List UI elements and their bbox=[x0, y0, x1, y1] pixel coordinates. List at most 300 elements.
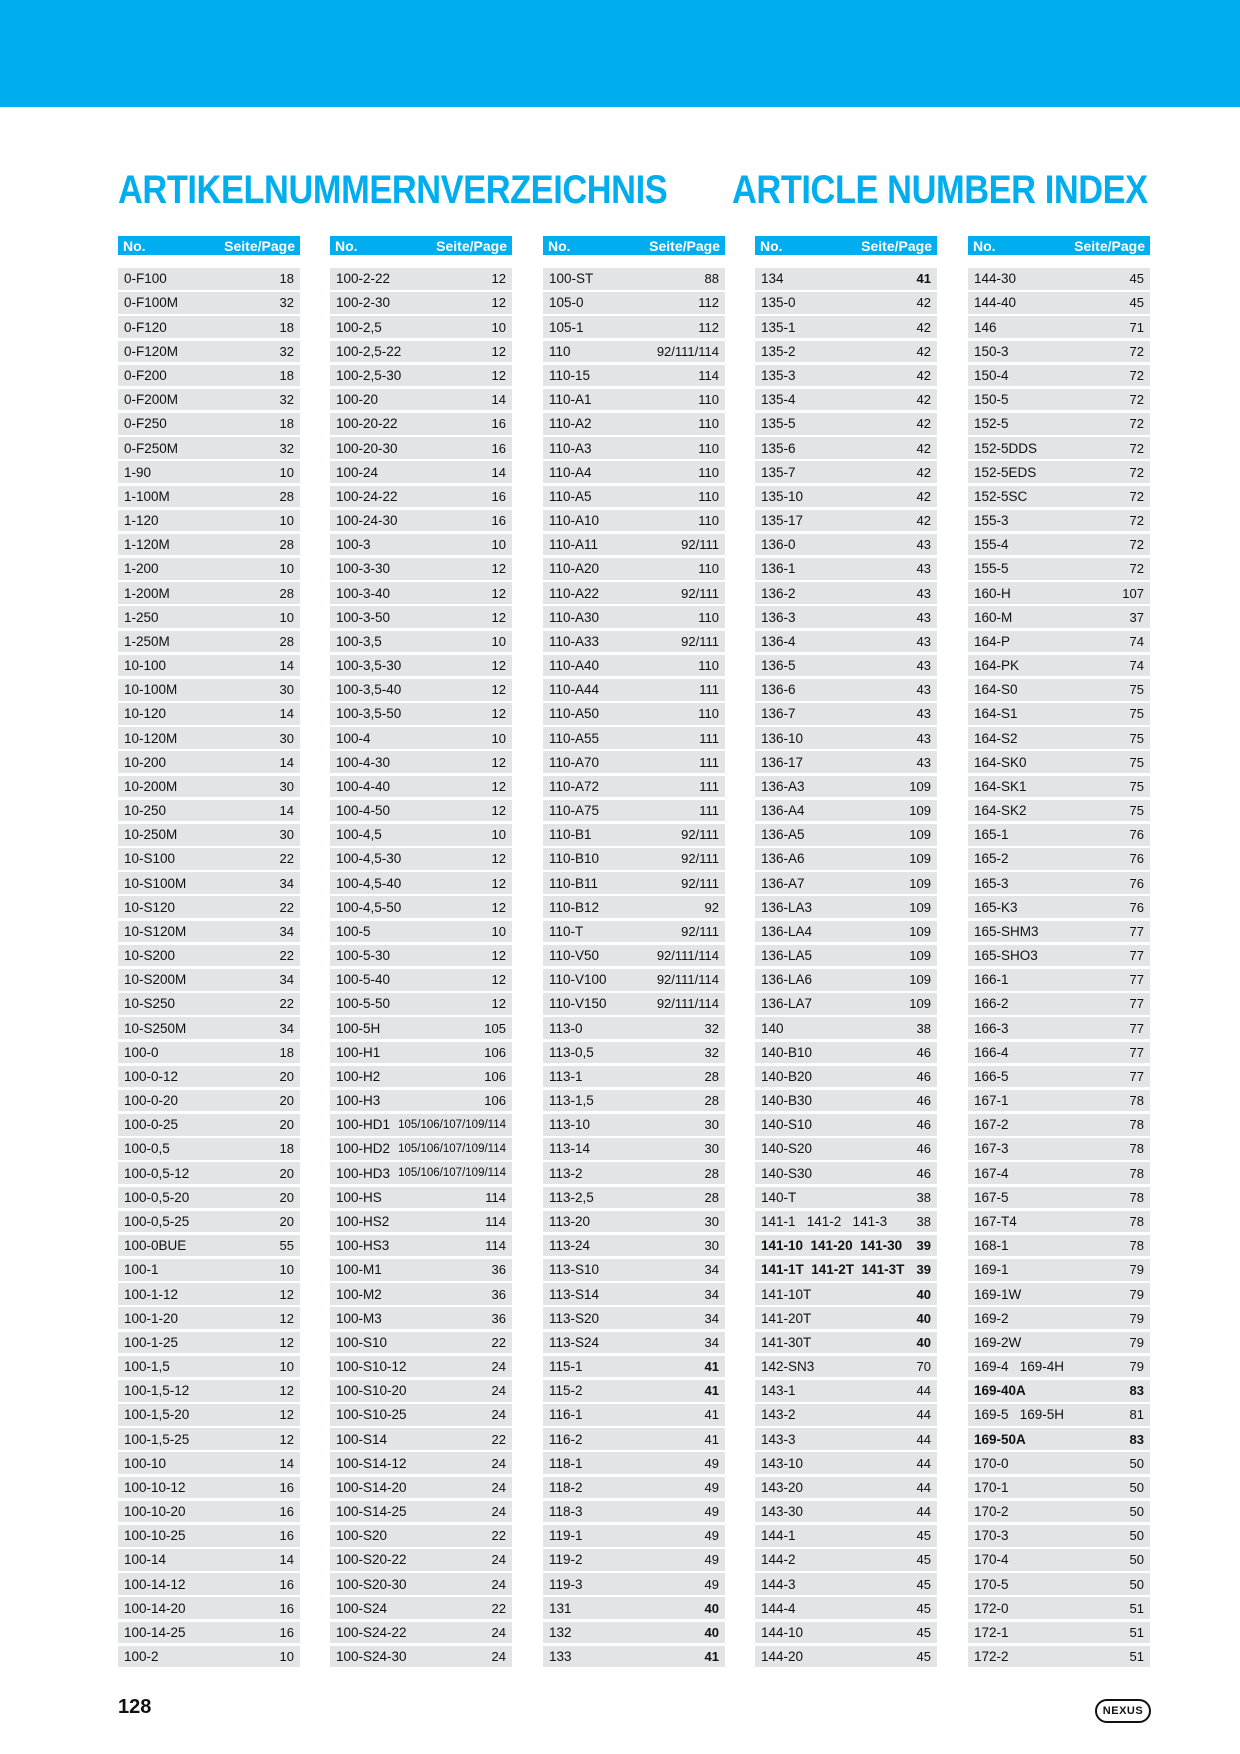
index-row bbox=[543, 824, 725, 846]
index-row bbox=[543, 703, 725, 725]
article-number: 165-SHM3 bbox=[974, 923, 1039, 939]
index-row bbox=[543, 800, 725, 822]
article-number: 118-1 bbox=[549, 1455, 583, 1471]
article-number: 165-1 bbox=[974, 827, 1009, 843]
article-number: 105-0 bbox=[549, 295, 584, 311]
page-reference: 72 bbox=[1129, 343, 1144, 359]
page-reference: 109 bbox=[909, 875, 931, 891]
index-row bbox=[755, 703, 937, 725]
article-number: 0-F250 bbox=[124, 416, 167, 432]
index-row bbox=[330, 1114, 512, 1136]
page-reference: 111 bbox=[699, 778, 719, 794]
column-header-no: No. bbox=[760, 237, 783, 254]
article-number: 136-4 bbox=[761, 633, 796, 649]
article-number: 10-250 bbox=[124, 803, 167, 819]
index-row bbox=[755, 945, 937, 967]
index-row bbox=[755, 413, 937, 435]
index-row bbox=[543, 1066, 725, 1088]
article-number: 169-50A bbox=[974, 1431, 1026, 1447]
article-number: 100-1,5-25 bbox=[124, 1431, 190, 1447]
page-reference: 12 bbox=[491, 295, 506, 311]
index-row bbox=[755, 1573, 937, 1595]
page-reference: 112 bbox=[698, 319, 719, 335]
index-row bbox=[118, 1138, 300, 1160]
page-reference: 75 bbox=[1129, 682, 1144, 698]
article-number: 118-3 bbox=[549, 1504, 583, 1520]
index-row bbox=[755, 1162, 937, 1184]
page-reference: 40 bbox=[916, 1310, 931, 1326]
page-reference: 43 bbox=[916, 633, 931, 649]
index-row bbox=[118, 631, 300, 653]
index-row bbox=[118, 389, 300, 411]
page-reference: 110 bbox=[698, 609, 719, 625]
page-reference: 32 bbox=[279, 343, 294, 359]
index-row bbox=[968, 969, 1150, 991]
page-reference: 38 bbox=[916, 1189, 931, 1205]
article-number: 136-LA3 bbox=[761, 899, 813, 915]
index-row bbox=[330, 1066, 512, 1088]
index-row bbox=[755, 1428, 937, 1450]
article-number: 169-2W bbox=[974, 1334, 1022, 1350]
index-row bbox=[118, 1549, 300, 1571]
index-row bbox=[118, 824, 300, 846]
index-row bbox=[330, 558, 512, 580]
article-number: 113-S14 bbox=[549, 1286, 600, 1302]
index-row bbox=[968, 1646, 1150, 1668]
article-number: 136-A7 bbox=[761, 875, 805, 891]
page-reference: 42 bbox=[916, 440, 931, 456]
column-header bbox=[543, 236, 725, 255]
article-number: 100-3,5-50 bbox=[336, 706, 402, 722]
index-row bbox=[968, 655, 1150, 677]
page-reference: 111 bbox=[699, 730, 719, 746]
article-number: 100-20-30 bbox=[336, 440, 398, 456]
index-row bbox=[330, 389, 512, 411]
index-row bbox=[118, 993, 300, 1015]
article-number: 100-2 bbox=[124, 1649, 159, 1665]
index-row bbox=[543, 461, 725, 483]
page-reference: 16 bbox=[491, 416, 506, 432]
article-number: 100-3,5-40 bbox=[336, 682, 402, 698]
page-reference: 34 bbox=[279, 972, 294, 988]
article-number: 100-0-20 bbox=[124, 1093, 179, 1109]
index-row bbox=[755, 751, 937, 773]
page-reference: 14 bbox=[279, 706, 294, 722]
article-number: 110-B11 bbox=[549, 875, 599, 891]
article-number: 135-0 bbox=[761, 295, 796, 311]
index-row bbox=[968, 631, 1150, 653]
index-row bbox=[330, 1380, 512, 1402]
page-reference: 14 bbox=[279, 658, 294, 674]
page-reference: 14 bbox=[279, 754, 294, 770]
index-row bbox=[755, 969, 937, 991]
page-reference: 12 bbox=[279, 1407, 294, 1423]
article-number: 100-S14-20 bbox=[336, 1479, 407, 1495]
page-reference: 44 bbox=[916, 1479, 931, 1495]
page-reference: 12 bbox=[491, 561, 506, 577]
article-number: 144-4 bbox=[761, 1600, 796, 1616]
index-row bbox=[755, 1042, 937, 1064]
index-row bbox=[968, 1622, 1150, 1644]
page-reference: 41 bbox=[704, 1407, 719, 1423]
index-row bbox=[543, 389, 725, 411]
article-number: 100-HS bbox=[336, 1189, 382, 1205]
index-row bbox=[118, 751, 300, 773]
article-number: 136-0 bbox=[761, 537, 796, 553]
article-number: 1-120M bbox=[124, 537, 170, 553]
page-reference: 49 bbox=[704, 1576, 719, 1592]
article-number: 164-PK bbox=[974, 658, 1020, 674]
article-number: 100-4-30 bbox=[336, 754, 391, 770]
page-reference: 72 bbox=[1129, 488, 1144, 504]
index-row bbox=[755, 1283, 937, 1305]
article-number: 169-1W bbox=[974, 1286, 1022, 1302]
article-number: 132 bbox=[549, 1624, 572, 1640]
index-row bbox=[543, 969, 725, 991]
article-number: 136-LA7 bbox=[761, 996, 813, 1012]
page-reference: 110 bbox=[698, 464, 719, 480]
index-row bbox=[330, 703, 512, 725]
index-row bbox=[968, 1307, 1150, 1329]
article-number: 100-0,5-20 bbox=[124, 1189, 190, 1205]
index-row bbox=[118, 1501, 300, 1523]
page-reference: 12 bbox=[491, 803, 506, 819]
index-row bbox=[968, 606, 1150, 628]
index-row bbox=[543, 1501, 725, 1523]
page-reference: 50 bbox=[1129, 1504, 1144, 1520]
page-reference: 43 bbox=[916, 658, 931, 674]
page-reference: 92/111/114 bbox=[656, 343, 719, 359]
page-reference: 110 bbox=[698, 706, 719, 722]
article-number: 136-A4 bbox=[761, 803, 805, 819]
page-reference: 12 bbox=[491, 271, 506, 287]
index-row bbox=[543, 1283, 725, 1305]
article-number: 100-0,5 bbox=[124, 1141, 170, 1157]
index-row bbox=[330, 1573, 512, 1595]
page-reference: 18 bbox=[279, 416, 294, 432]
index-row bbox=[968, 1501, 1150, 1523]
column-header-page: Seite/Page bbox=[861, 237, 932, 254]
article-number: 1-250 bbox=[124, 609, 159, 625]
article-number: 100-ST bbox=[549, 271, 594, 287]
page-reference: 78 bbox=[1129, 1093, 1144, 1109]
article-number: 110-A11 bbox=[549, 537, 599, 553]
index-row bbox=[968, 268, 1150, 290]
article-number: 100-3,5-30 bbox=[336, 658, 402, 674]
article-number: 143-1 bbox=[761, 1383, 796, 1399]
page-reference: 110 bbox=[698, 440, 719, 456]
page-reference: 83 bbox=[1129, 1383, 1144, 1399]
page-reference: 10 bbox=[279, 561, 294, 577]
index-row bbox=[330, 316, 512, 338]
page-reference: 24 bbox=[491, 1624, 506, 1640]
page-reference: 75 bbox=[1129, 754, 1144, 770]
article-number: 100-0,5-12 bbox=[124, 1165, 190, 1181]
index-row bbox=[968, 993, 1150, 1015]
page-reference: 30 bbox=[279, 682, 294, 698]
article-number: 100-M2 bbox=[336, 1286, 382, 1302]
index-row bbox=[755, 1187, 937, 1209]
page-reference: 72 bbox=[1129, 392, 1144, 408]
article-number: 100-0BUE bbox=[124, 1238, 187, 1254]
article-number: 10-S200 bbox=[124, 948, 176, 964]
page-reference: 76 bbox=[1129, 827, 1144, 843]
article-number: 100-M1 bbox=[336, 1262, 382, 1278]
index-row bbox=[330, 1356, 512, 1378]
index-row bbox=[755, 1259, 937, 1281]
article-number: 135-1 bbox=[761, 319, 796, 335]
article-number: 113-10 bbox=[549, 1117, 591, 1133]
article-number: 100-14-20 bbox=[124, 1600, 186, 1616]
index-row bbox=[330, 969, 512, 991]
page-reference: 16 bbox=[491, 488, 506, 504]
index-row bbox=[755, 510, 937, 532]
column-header bbox=[755, 236, 937, 255]
index-row bbox=[755, 582, 937, 604]
article-number: 136-A5 bbox=[761, 827, 805, 843]
page-reference: 109 bbox=[909, 972, 931, 988]
index-row bbox=[543, 1307, 725, 1329]
page-reference: 28 bbox=[279, 537, 294, 553]
index-row bbox=[543, 292, 725, 314]
page-reference: 92/111 bbox=[681, 633, 719, 649]
index-row bbox=[968, 1477, 1150, 1499]
page-reference: 46 bbox=[916, 1068, 931, 1084]
index-row bbox=[755, 1597, 937, 1619]
article-number: 134 bbox=[761, 271, 784, 287]
index-row bbox=[968, 751, 1150, 773]
article-number: 141-1 141-2 141-3 bbox=[761, 1214, 888, 1229]
index-row bbox=[330, 1211, 512, 1233]
article-number: 110-A75 bbox=[549, 803, 600, 819]
page-reference: 42 bbox=[916, 343, 931, 359]
article-number: 100-HS3 bbox=[336, 1238, 390, 1254]
index-row bbox=[755, 341, 937, 363]
page-reference: 109 bbox=[909, 827, 931, 843]
page-reference: 43 bbox=[916, 730, 931, 746]
page-reference: 20 bbox=[279, 1165, 294, 1181]
page-reference: 111 bbox=[699, 754, 719, 770]
article-number: 136-1 bbox=[761, 561, 796, 577]
index-row bbox=[330, 1525, 512, 1547]
page-reference: 42 bbox=[916, 319, 931, 335]
article-number: 167-T4 bbox=[974, 1214, 1017, 1229]
index-row bbox=[755, 679, 937, 701]
article-number: 100-24 bbox=[336, 464, 379, 480]
article-number: 113-1,5 bbox=[549, 1093, 594, 1109]
page-reference: 34 bbox=[704, 1310, 719, 1326]
article-number: 169-40A bbox=[974, 1383, 1026, 1399]
index-row bbox=[968, 727, 1150, 749]
index-row bbox=[330, 1283, 512, 1305]
page-reference: 34 bbox=[704, 1286, 719, 1302]
page-reference: 42 bbox=[916, 464, 931, 480]
index-row bbox=[118, 1042, 300, 1064]
index-row bbox=[968, 1549, 1150, 1571]
article-number: 170-0 bbox=[974, 1455, 1009, 1471]
page-reference: 38 bbox=[916, 1214, 931, 1229]
column-header bbox=[968, 236, 1150, 255]
page-reference: 37 bbox=[1129, 609, 1144, 625]
article-number: 100-2,5-22 bbox=[336, 343, 402, 359]
index-row bbox=[543, 1114, 725, 1136]
page-reference: 109 bbox=[909, 851, 931, 867]
article-number: 135-17 bbox=[761, 513, 804, 529]
page-reference: 30 bbox=[704, 1238, 719, 1254]
article-number: 10-120M bbox=[124, 730, 178, 746]
page-reference: 14 bbox=[491, 464, 506, 480]
page-reference: 76 bbox=[1129, 851, 1144, 867]
article-number: 100-3-40 bbox=[336, 585, 391, 601]
article-number: 113-0,5 bbox=[549, 1044, 594, 1060]
page-reference: 111 bbox=[699, 803, 719, 819]
page-reference: 43 bbox=[916, 537, 931, 553]
article-number: 113-2 bbox=[549, 1165, 583, 1181]
index-row bbox=[118, 316, 300, 338]
column-header-no: No. bbox=[548, 237, 571, 254]
article-number: 100-M3 bbox=[336, 1310, 382, 1326]
index-row bbox=[118, 921, 300, 943]
index-row bbox=[543, 1332, 725, 1354]
article-number: 172-1 bbox=[974, 1624, 1009, 1640]
index-row bbox=[755, 534, 937, 556]
page-reference: 18 bbox=[279, 319, 294, 335]
index-row bbox=[755, 1138, 937, 1160]
index-row bbox=[755, 1452, 937, 1474]
article-number: 100-20-22 bbox=[336, 416, 398, 432]
index-row bbox=[543, 1211, 725, 1233]
index-row bbox=[755, 896, 937, 918]
article-number: 100-S24-22 bbox=[336, 1624, 407, 1640]
article-number: 100-HD2 bbox=[336, 1141, 391, 1157]
index-row bbox=[968, 776, 1150, 798]
article-number: 100-5-30 bbox=[336, 948, 391, 964]
article-number: 100-2,5 bbox=[336, 319, 382, 335]
index-row bbox=[118, 1187, 300, 1209]
article-number: 136-7 bbox=[761, 706, 796, 722]
page-reference: 10 bbox=[279, 1262, 294, 1278]
article-number: 110-B10 bbox=[549, 851, 600, 867]
article-number: 136-LA6 bbox=[761, 972, 813, 988]
index-row bbox=[968, 437, 1150, 459]
index-row bbox=[543, 1452, 725, 1474]
title-english: ARTICLE NUMBER INDEX bbox=[732, 168, 1148, 212]
article-number: 169-2 bbox=[974, 1310, 1009, 1326]
article-number: 136-5 bbox=[761, 658, 796, 674]
article-number: 10-100 bbox=[124, 658, 167, 674]
index-row bbox=[543, 268, 725, 290]
article-number: 1-200 bbox=[124, 561, 159, 577]
page-reference: 18 bbox=[279, 1141, 294, 1157]
article-number: 140-S10 bbox=[761, 1117, 813, 1133]
page-reference: 50 bbox=[1129, 1576, 1144, 1592]
index-row bbox=[118, 534, 300, 556]
page-reference: 51 bbox=[1129, 1649, 1144, 1665]
page-reference: 39 bbox=[916, 1262, 931, 1278]
article-number: 10-200M bbox=[124, 778, 178, 794]
index-row bbox=[330, 727, 512, 749]
index-row bbox=[118, 1114, 300, 1136]
index-row bbox=[118, 413, 300, 435]
page-reference: 46 bbox=[916, 1093, 931, 1109]
index-row bbox=[968, 1452, 1150, 1474]
article-number: 10-100M bbox=[124, 682, 178, 698]
index-row bbox=[968, 510, 1150, 532]
index-row bbox=[118, 848, 300, 870]
page-reference: 22 bbox=[279, 948, 294, 964]
article-number: 172-0 bbox=[974, 1600, 1009, 1616]
page-reference: 10 bbox=[491, 923, 506, 939]
page-reference: 18 bbox=[279, 271, 294, 287]
index-row bbox=[118, 1259, 300, 1281]
page-reference: 109 bbox=[909, 899, 931, 915]
page-reference: 74 bbox=[1129, 658, 1144, 674]
article-number: 170-3 bbox=[974, 1528, 1009, 1544]
column-header-no: No. bbox=[973, 237, 996, 254]
page-reference: 51 bbox=[1129, 1624, 1144, 1640]
index-row bbox=[118, 510, 300, 532]
index-row bbox=[968, 1017, 1150, 1039]
index-row bbox=[543, 341, 725, 363]
article-number: 1-100M bbox=[124, 488, 170, 504]
page-reference: 79 bbox=[1129, 1286, 1144, 1302]
article-number: 170-4 bbox=[974, 1552, 1009, 1568]
page-reference: 77 bbox=[1129, 972, 1144, 988]
index-row bbox=[330, 945, 512, 967]
article-number: 152-5DDS bbox=[974, 440, 1038, 456]
index-row bbox=[755, 1646, 937, 1668]
article-number: 110 bbox=[549, 343, 571, 359]
page-reference: 92/111 bbox=[681, 851, 719, 867]
article-number: 110-A40 bbox=[549, 658, 600, 674]
page-reference: 109 bbox=[909, 803, 931, 819]
index-row bbox=[330, 341, 512, 363]
article-number: 166-5 bbox=[974, 1068, 1009, 1084]
index-row bbox=[118, 969, 300, 991]
page-reference: 45 bbox=[1129, 271, 1144, 287]
article-number: 170-5 bbox=[974, 1576, 1009, 1592]
page-reference: 40 bbox=[704, 1624, 719, 1640]
page-reference: 24 bbox=[491, 1504, 506, 1520]
page-reference: 72 bbox=[1129, 367, 1144, 383]
column-header-page: Seite/Page bbox=[649, 237, 720, 254]
article-number: 100-5-50 bbox=[336, 996, 391, 1012]
page-reference: 44 bbox=[916, 1455, 931, 1471]
index-row bbox=[543, 1259, 725, 1281]
index-row bbox=[543, 727, 725, 749]
index-row bbox=[543, 1356, 725, 1378]
article-number: 142-SN3 bbox=[761, 1359, 815, 1375]
index-row bbox=[968, 1380, 1150, 1402]
article-number: 110-B12 bbox=[549, 899, 600, 915]
page-reference: 12 bbox=[491, 778, 506, 794]
page-reference: 78 bbox=[1129, 1189, 1144, 1205]
article-number: 100-10-12 bbox=[124, 1479, 186, 1495]
index-row bbox=[543, 1549, 725, 1571]
column-header bbox=[118, 236, 300, 255]
article-number: 110-15 bbox=[549, 367, 591, 383]
page-reference: 22 bbox=[491, 1528, 506, 1544]
page-reference: 75 bbox=[1129, 706, 1144, 722]
page-reference: 28 bbox=[279, 488, 294, 504]
index-row bbox=[330, 1549, 512, 1571]
index-row bbox=[118, 1017, 300, 1039]
article-number: 169-4 169-4H bbox=[974, 1359, 1065, 1375]
page-reference: 109 bbox=[909, 948, 931, 964]
index-row bbox=[118, 341, 300, 363]
index-row bbox=[330, 510, 512, 532]
article-number: 165-K3 bbox=[974, 899, 1018, 915]
